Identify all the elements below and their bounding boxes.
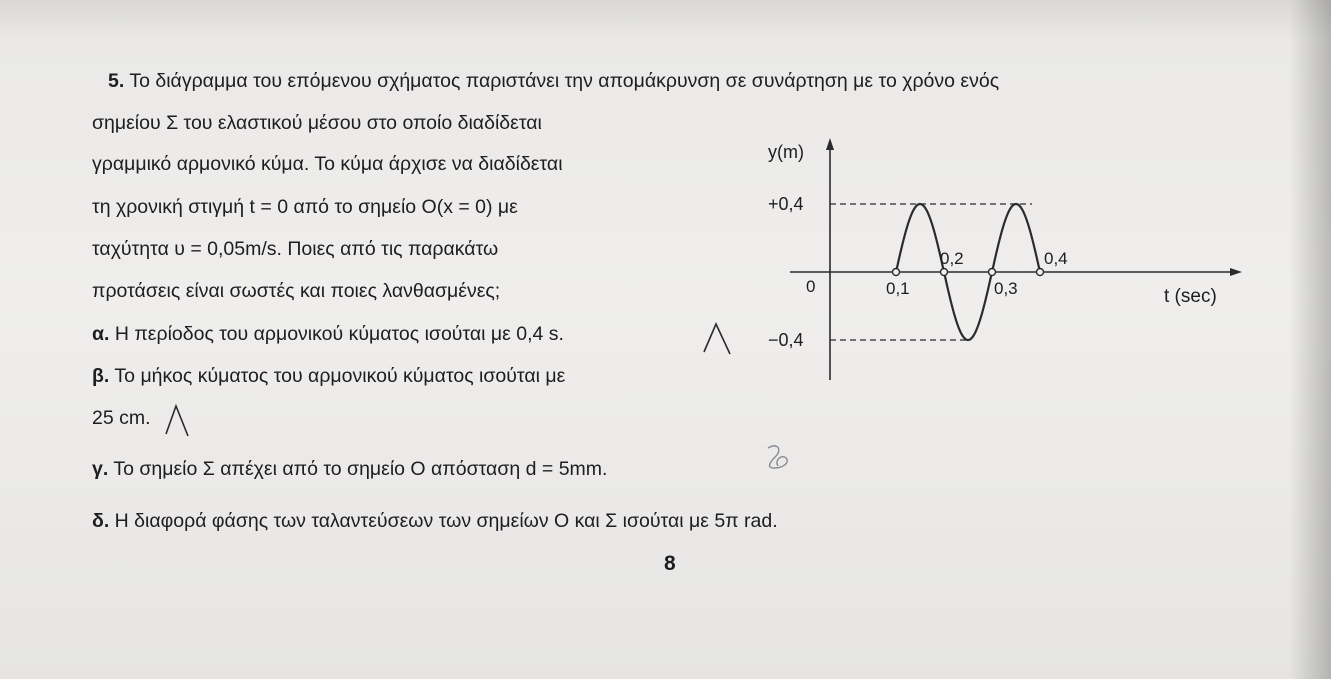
page-edge-shadow: [1289, 0, 1331, 679]
t-label-0-3: 0,3: [994, 279, 1018, 298]
statement-c-label: γ.: [92, 458, 109, 480]
graph-labels: [768, 142, 1217, 350]
statement-d-text: Η διαφορά φάσης των ταλαντεύσεων των σημείων Ο και Σ ισούται με 5π rad.: [114, 510, 778, 532]
statement-b-text-cont: 25 cm.: [92, 407, 151, 429]
problem-text-3: γραμμικό αρμονικό κύμα. Το κύμα άρχισε να διαδίδεται: [92, 153, 563, 175]
problem-text-5: ταχύτητα υ = 0,05m/s. Ποιες από τις παρακάτω: [92, 238, 499, 260]
t-axis-arrow: [1230, 268, 1242, 276]
statement-a-text: Η περίοδος του αρμονικού κύματος ισούται με 0,4 s.: [114, 323, 564, 345]
problem-line-3: [92, 153, 563, 176]
problem-line-2: [92, 112, 724, 135]
statement-d: [92, 510, 778, 533]
zero-point-4: [1037, 269, 1044, 276]
t-label-0-1: 0,1: [886, 279, 910, 298]
problem-text-1: Το διάγραμμα του επόμενου σχήματος παριστάνει την απομάκρυνση σε συνάρτηση με το χρόνο ενός: [129, 70, 1000, 92]
handwritten-mark-sigma-c: [760, 440, 796, 476]
y-tick-min: −0,4: [768, 330, 804, 350]
problem-line-4: [92, 196, 518, 219]
problem-text-6: προτάσεις είναι σωστές και ποιες λανθασμένες;: [92, 280, 501, 302]
problem-text-4: τη χρονική στιγμή t = 0 από το σημείο O(x = 0) με: [92, 196, 518, 218]
page-number: 8: [664, 552, 676, 575]
problem-line-6: [92, 280, 500, 303]
problem-line-1: [108, 70, 999, 93]
zero-point-3: [989, 269, 996, 276]
handwritten-mark-lambda-a: [700, 318, 736, 358]
handwritten-mark-lambda-b: [162, 400, 198, 440]
statement-c-text: Το σημείο Σ απέχει από το σημείο Ο απόσταση d = 5mm.: [113, 458, 608, 480]
problem-number: 5.: [108, 70, 125, 92]
statement-a-label: α.: [92, 323, 110, 345]
statement-b-continued: [92, 407, 151, 430]
y-tick-max: +0,4: [768, 194, 804, 214]
graph-axes: [790, 138, 1242, 380]
problem-text-2: σημείου Σ του ελαστικού μέσου στο οποίο διαδίδεται: [92, 112, 542, 134]
y-axis-label: y(m): [768, 142, 804, 162]
zero-point-2: [941, 269, 948, 276]
zero-point-1: [893, 269, 900, 276]
displacement-time-graph: [760, 130, 1260, 390]
statement-a: [92, 323, 564, 346]
x-axis-label: t (sec): [1164, 286, 1217, 307]
statement-b-text: Το μήκος κύματος του αρμονικού κύματος ισούται με: [114, 365, 566, 387]
y-tick-zero: 0: [806, 277, 816, 296]
t-label-0-2: 0,2: [940, 249, 964, 268]
problem-line-5: [92, 238, 498, 261]
t-label-0-4: 0,4: [1044, 249, 1068, 268]
statement-c: [92, 458, 607, 481]
statement-b-label: β.: [92, 365, 110, 387]
statement-d-label: δ.: [92, 510, 110, 532]
statement-b: [92, 365, 565, 388]
y-axis-arrow: [826, 138, 834, 150]
